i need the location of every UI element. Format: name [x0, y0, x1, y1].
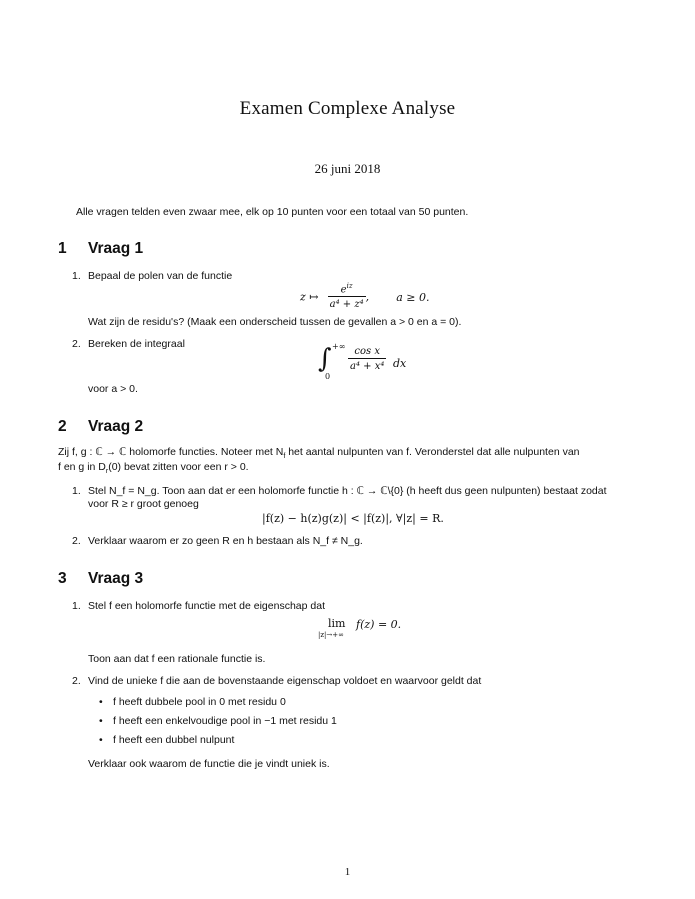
- section-2-heading: [58, 418, 143, 436]
- q1-formula-1: z ↦ $\frac{e^{iz}}{\text{a⁴ + z⁴}}$ , a ≥ 0.: [300, 282, 430, 311]
- q1-item-2: [72, 338, 185, 350]
- q2-item-1: [72, 485, 607, 497]
- formula-denominator: a⁴ + z⁴: [329, 299, 364, 311]
- integral-lower-bound: 0: [325, 372, 331, 381]
- section-number: 1: [58, 240, 67, 257]
- bullet-item: • f heeft een enkelvoudige pool in −1 met residu 1: [99, 715, 337, 727]
- q1-item-2-followup: voor a > 0.: [88, 383, 138, 395]
- document-title: Examen Complexe Analyse: [239, 98, 456, 119]
- bullet-icon: •: [99, 715, 103, 727]
- limit-subscript: |z|→+∞: [318, 631, 344, 639]
- item-number: 2.: [72, 338, 81, 350]
- q2-item-1-line-2: voor R ≥ r groot genoeg: [88, 498, 199, 510]
- section-3-heading: [58, 570, 143, 588]
- limit-expression: f(z) = 0.: [356, 618, 402, 631]
- integral-fraction: [348, 346, 386, 372]
- item-text: Stel N_f = N_g. Toon aan dat er een holomorfe functie h : ℂ → ℂ\{0} (h heeft dus geen nulpunten) bestaat zodat: [88, 485, 607, 497]
- intro-text: Alle vragen telden even zwaar mee, elk op 10 punten voor een totaal van 50 punten.: [76, 206, 469, 218]
- q3-item-2-followup: Verklaar ook waarom de functie die je vindt uniek is.: [88, 758, 330, 770]
- formula-fraction: [328, 282, 366, 310]
- q3-limit: [318, 617, 428, 647]
- item-number: 1.: [72, 600, 81, 612]
- item-number: 1.: [72, 270, 81, 282]
- q1-integral: [318, 344, 458, 384]
- item-number: 2.: [72, 675, 81, 687]
- formula-numerator: $e^{iz}$: [328, 282, 366, 297]
- integral-denominator: a⁴ + x⁴: [350, 361, 385, 372]
- integral-dx: dx: [393, 357, 407, 370]
- q2-intro-line-2: f en g in $D_r(0)$ bevat zitten voor een r > 0.: [58, 461, 249, 476]
- q1-item-1: [72, 270, 232, 282]
- q3-item-2: [72, 675, 481, 687]
- page-number: 1: [344, 866, 351, 878]
- section-title: Vraag 1: [88, 240, 144, 257]
- integral-numerator: cos x: [348, 346, 386, 359]
- item-text: Stel f een holomorfe functie met de eigenschap dat: [88, 600, 325, 612]
- limit-operator: lim: [328, 617, 346, 630]
- bullet-item: • f heeft een dubbel nulpunt: [99, 734, 235, 746]
- section-title: Vraag 3: [88, 570, 144, 587]
- integral-upper-bound: +∞: [332, 342, 346, 351]
- item-text: Bereken de integraal: [88, 338, 185, 350]
- item-number: 1.: [72, 485, 81, 497]
- bullet-icon: •: [99, 696, 103, 708]
- section-number: 2: [58, 418, 67, 435]
- q2-intro-line-1: Zij f, g : ℂ → ℂ holomorfe functies. Noteer met $N_f$ het aantal nulpunten van f. Veronderstel dat alle nulpunten van: [58, 446, 580, 461]
- q1-item-1-followup: Wat zijn de residu's? (Maak een onderscheid tussen de gevallen a > 0 en a = 0).: [88, 316, 462, 328]
- q2-formula: |f(z) − h(z)g(z)| < |f(z)|, ∀|z| = R.: [262, 512, 444, 525]
- q3-item-1-followup: Toon aan dat f een rationale functie is.: [88, 653, 266, 665]
- q2-item-2: [72, 535, 363, 547]
- q3-item-1: [72, 600, 325, 612]
- item-text: Vind de unieke f die aan de bovenstaande eigenschap voldoet en waarvoor geldt dat: [88, 675, 482, 687]
- formula-condition: a ≥ 0.: [396, 290, 430, 304]
- bullet-icon: •: [99, 734, 103, 746]
- section-title: Vraag 2: [88, 418, 144, 435]
- item-text: Bepaal de polen van de functie: [88, 270, 233, 282]
- section-number: 3: [58, 570, 67, 587]
- item-text: Verklaar waarom er zo geen R en h bestaan als N_f ≠ N_g.: [88, 535, 363, 547]
- section-1-heading: [58, 240, 143, 258]
- item-number: 2.: [72, 535, 81, 547]
- bullet-item: • f heeft dubbele pool in 0 met residu 0: [99, 696, 286, 708]
- formula-map: z ↦: [300, 290, 319, 304]
- integral-sign: ∫: [318, 344, 332, 374]
- document-date: 26 juni 2018: [314, 161, 381, 176]
